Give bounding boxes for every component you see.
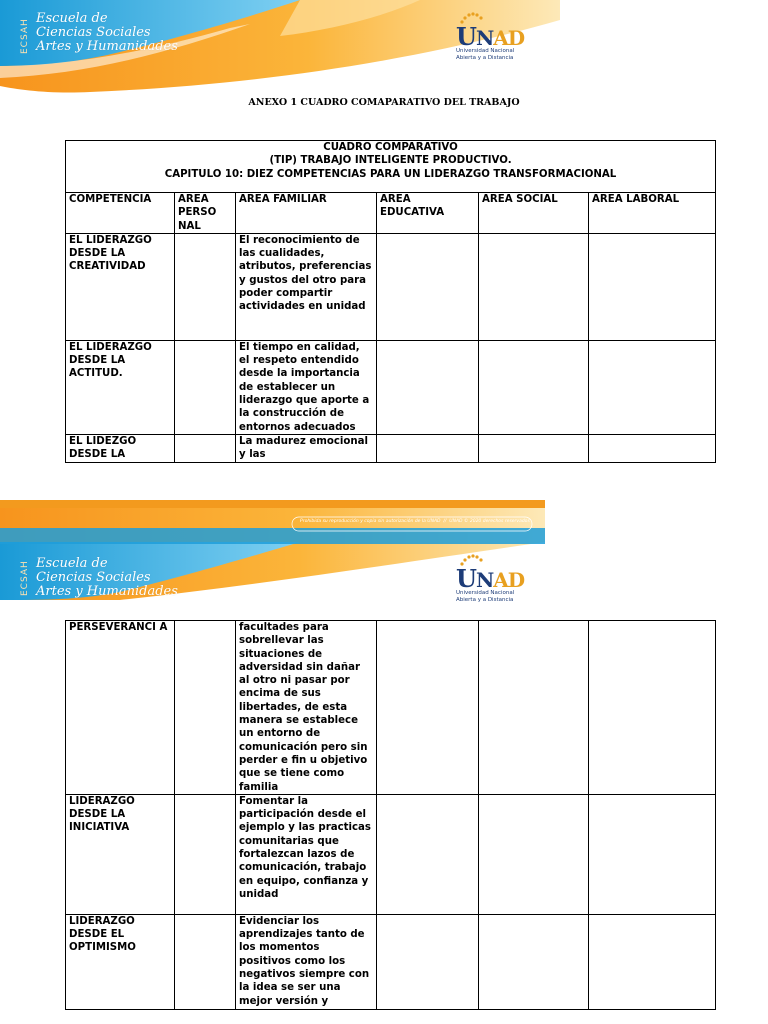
familiar-cell: Fomentar la participación desde el ejemplo y las practicas comunitarias que fortalezcan lazos de comunicación, trabajo en equipo, confianza y unidad <box>236 794 377 914</box>
school-acronym: ECSAH <box>20 560 30 596</box>
logo-ad: AD <box>493 26 525 50</box>
personal-cell <box>175 233 236 340</box>
social-cell <box>479 233 589 340</box>
logo-subtitle <box>456 48 514 61</box>
competencia-cell: PERSEVERANCI A <box>66 621 175 795</box>
laboral-cell <box>589 233 716 340</box>
table-row <box>66 621 716 795</box>
unad-logo <box>452 554 525 604</box>
logo-u: U <box>456 22 476 51</box>
table-row <box>66 434 716 462</box>
school-line-2: Ciencias Sociales <box>36 570 151 585</box>
familiar-cell: El tiempo en calidad, el respeto entendido desde la importancia de establecer un liderazgo que aporte a la construcción de entornos adecuados <box>236 340 377 434</box>
school-acronym: ECSAH <box>20 18 30 54</box>
familiar-cell: Evidenciar los aprendizajes tanto de los momentos positivos como los negativos siempre con la idea se ser una mejor versión y <box>236 914 377 1009</box>
competencia-cell: EL LIDEZGO DESDE LA <box>66 434 175 462</box>
footer-copyright-text: UNAD © 2020 derechos reservados <box>449 519 530 524</box>
footer-notice-text: Prohibida su reproducción y copia sin autorización de la UNAD <box>300 519 441 524</box>
laboral-cell <box>589 434 716 462</box>
personal-cell <box>175 794 236 914</box>
educativa-cell <box>377 340 479 434</box>
page-gap <box>0 475 768 500</box>
table-row <box>66 340 716 434</box>
column-header: AREA EDUCATIVA <box>377 193 479 234</box>
comparison-table-continued <box>65 620 716 1010</box>
table-row <box>66 794 716 914</box>
social-cell <box>479 434 589 462</box>
logo-subtitle-2: Abierta y a Distancia <box>456 596 514 603</box>
document-page-1 <box>0 0 768 475</box>
school-line-1: Escuela de <box>36 556 108 571</box>
laboral-cell <box>589 914 716 1009</box>
competencia-cell: EL LIDERAZGO DESDE LA CREATIVIDAD <box>66 233 175 340</box>
column-header: COMPETENCIA <box>66 193 175 234</box>
logo-n: N <box>475 568 494 592</box>
laboral-cell <box>589 621 716 795</box>
personal-cell <box>175 621 236 795</box>
logo-wordmark <box>456 564 524 593</box>
school-line-3: Artes y Humanidades <box>36 39 178 54</box>
table-title-line-3: CAPITULO 10: DIEZ COMPETENCIAS PARA UN LIDERAZGO TRANSFORMACIONAL <box>164 168 617 180</box>
document-title: ANEXO 1 CUADRO COMAPARATIVO DEL TRABAJO <box>248 97 520 108</box>
document-page-2 <box>0 500 768 1024</box>
logo-n: N <box>475 26 494 50</box>
social-cell <box>479 794 589 914</box>
logo-ad: AD <box>493 568 525 592</box>
logo-subtitle <box>456 590 514 603</box>
personal-cell <box>175 340 236 434</box>
laboral-cell <box>589 794 716 914</box>
logo-wordmark <box>456 22 524 51</box>
laboral-cell <box>589 340 716 434</box>
logo-subtitle-1: Universidad Nacional <box>456 590 515 596</box>
educativa-cell <box>377 794 479 914</box>
table-title-line-2: (TIP) TRABAJO INTELIGENTE PRODUCTIVO. <box>269 155 512 167</box>
personal-cell <box>175 914 236 1009</box>
social-cell <box>479 621 589 795</box>
table-title-line-1: CUADRO COMPARATIVO <box>323 142 458 153</box>
column-header: AREA FAMILIAR <box>236 193 377 234</box>
familiar-cell: facultades para sobrellevar las situaciones de adversidad sin dañar al otro ni pasar por encima de sus libertades, de esta manera se establece un entorno de comunicación pero sin perder e fin u objetivo que se tiene como familia <box>236 621 377 795</box>
familiar-cell: La madurez emocional y las <box>236 434 377 462</box>
logo-u: U <box>456 564 476 593</box>
logo-subtitle-1: Universidad Nacional <box>456 48 515 54</box>
competencia-cell: LIDERAZGO DESDE EL OPTIMISMO <box>66 914 175 1009</box>
comparison-table <box>65 140 716 463</box>
footer-notice: Prohibida su reproducción y copia sin autorización de la UNAD // UNAD © 2020 derechos reservados <box>300 519 530 524</box>
table-header-row <box>66 193 716 234</box>
table-title-cell <box>66 141 716 193</box>
familiar-cell: El reconocimiento de las cualidades, atributos, preferencias y gustos del otro para poder compartir actividades en unidad <box>236 233 377 340</box>
column-header: AREA PERSO NAL <box>175 193 236 234</box>
personal-cell <box>175 434 236 462</box>
educativa-cell <box>377 914 479 1009</box>
school-line-1: Escuela de <box>36 11 108 26</box>
table-title-row <box>66 141 716 193</box>
educativa-cell <box>377 621 479 795</box>
logo-subtitle-2: Abierta y a Distancia <box>456 54 514 61</box>
educativa-cell <box>377 233 479 340</box>
table-row <box>66 233 716 340</box>
unad-logo <box>452 12 525 62</box>
social-cell <box>479 914 589 1009</box>
column-header: AREA LABORAL <box>589 193 716 234</box>
school-name <box>36 12 178 54</box>
column-header: AREA SOCIAL <box>479 193 589 234</box>
competencia-cell: EL LIDERAZGO DESDE LA ACTITUD. <box>66 340 175 434</box>
school-line-3: Artes y Humanidades <box>36 584 178 599</box>
social-cell <box>479 340 589 434</box>
school-line-2: Ciencias Sociales <box>36 25 151 40</box>
school-name <box>36 557 178 599</box>
table-row <box>66 914 716 1009</box>
educativa-cell <box>377 434 479 462</box>
competencia-cell: LIDERAZGO DESDE LA INICIATIVA <box>66 794 175 914</box>
